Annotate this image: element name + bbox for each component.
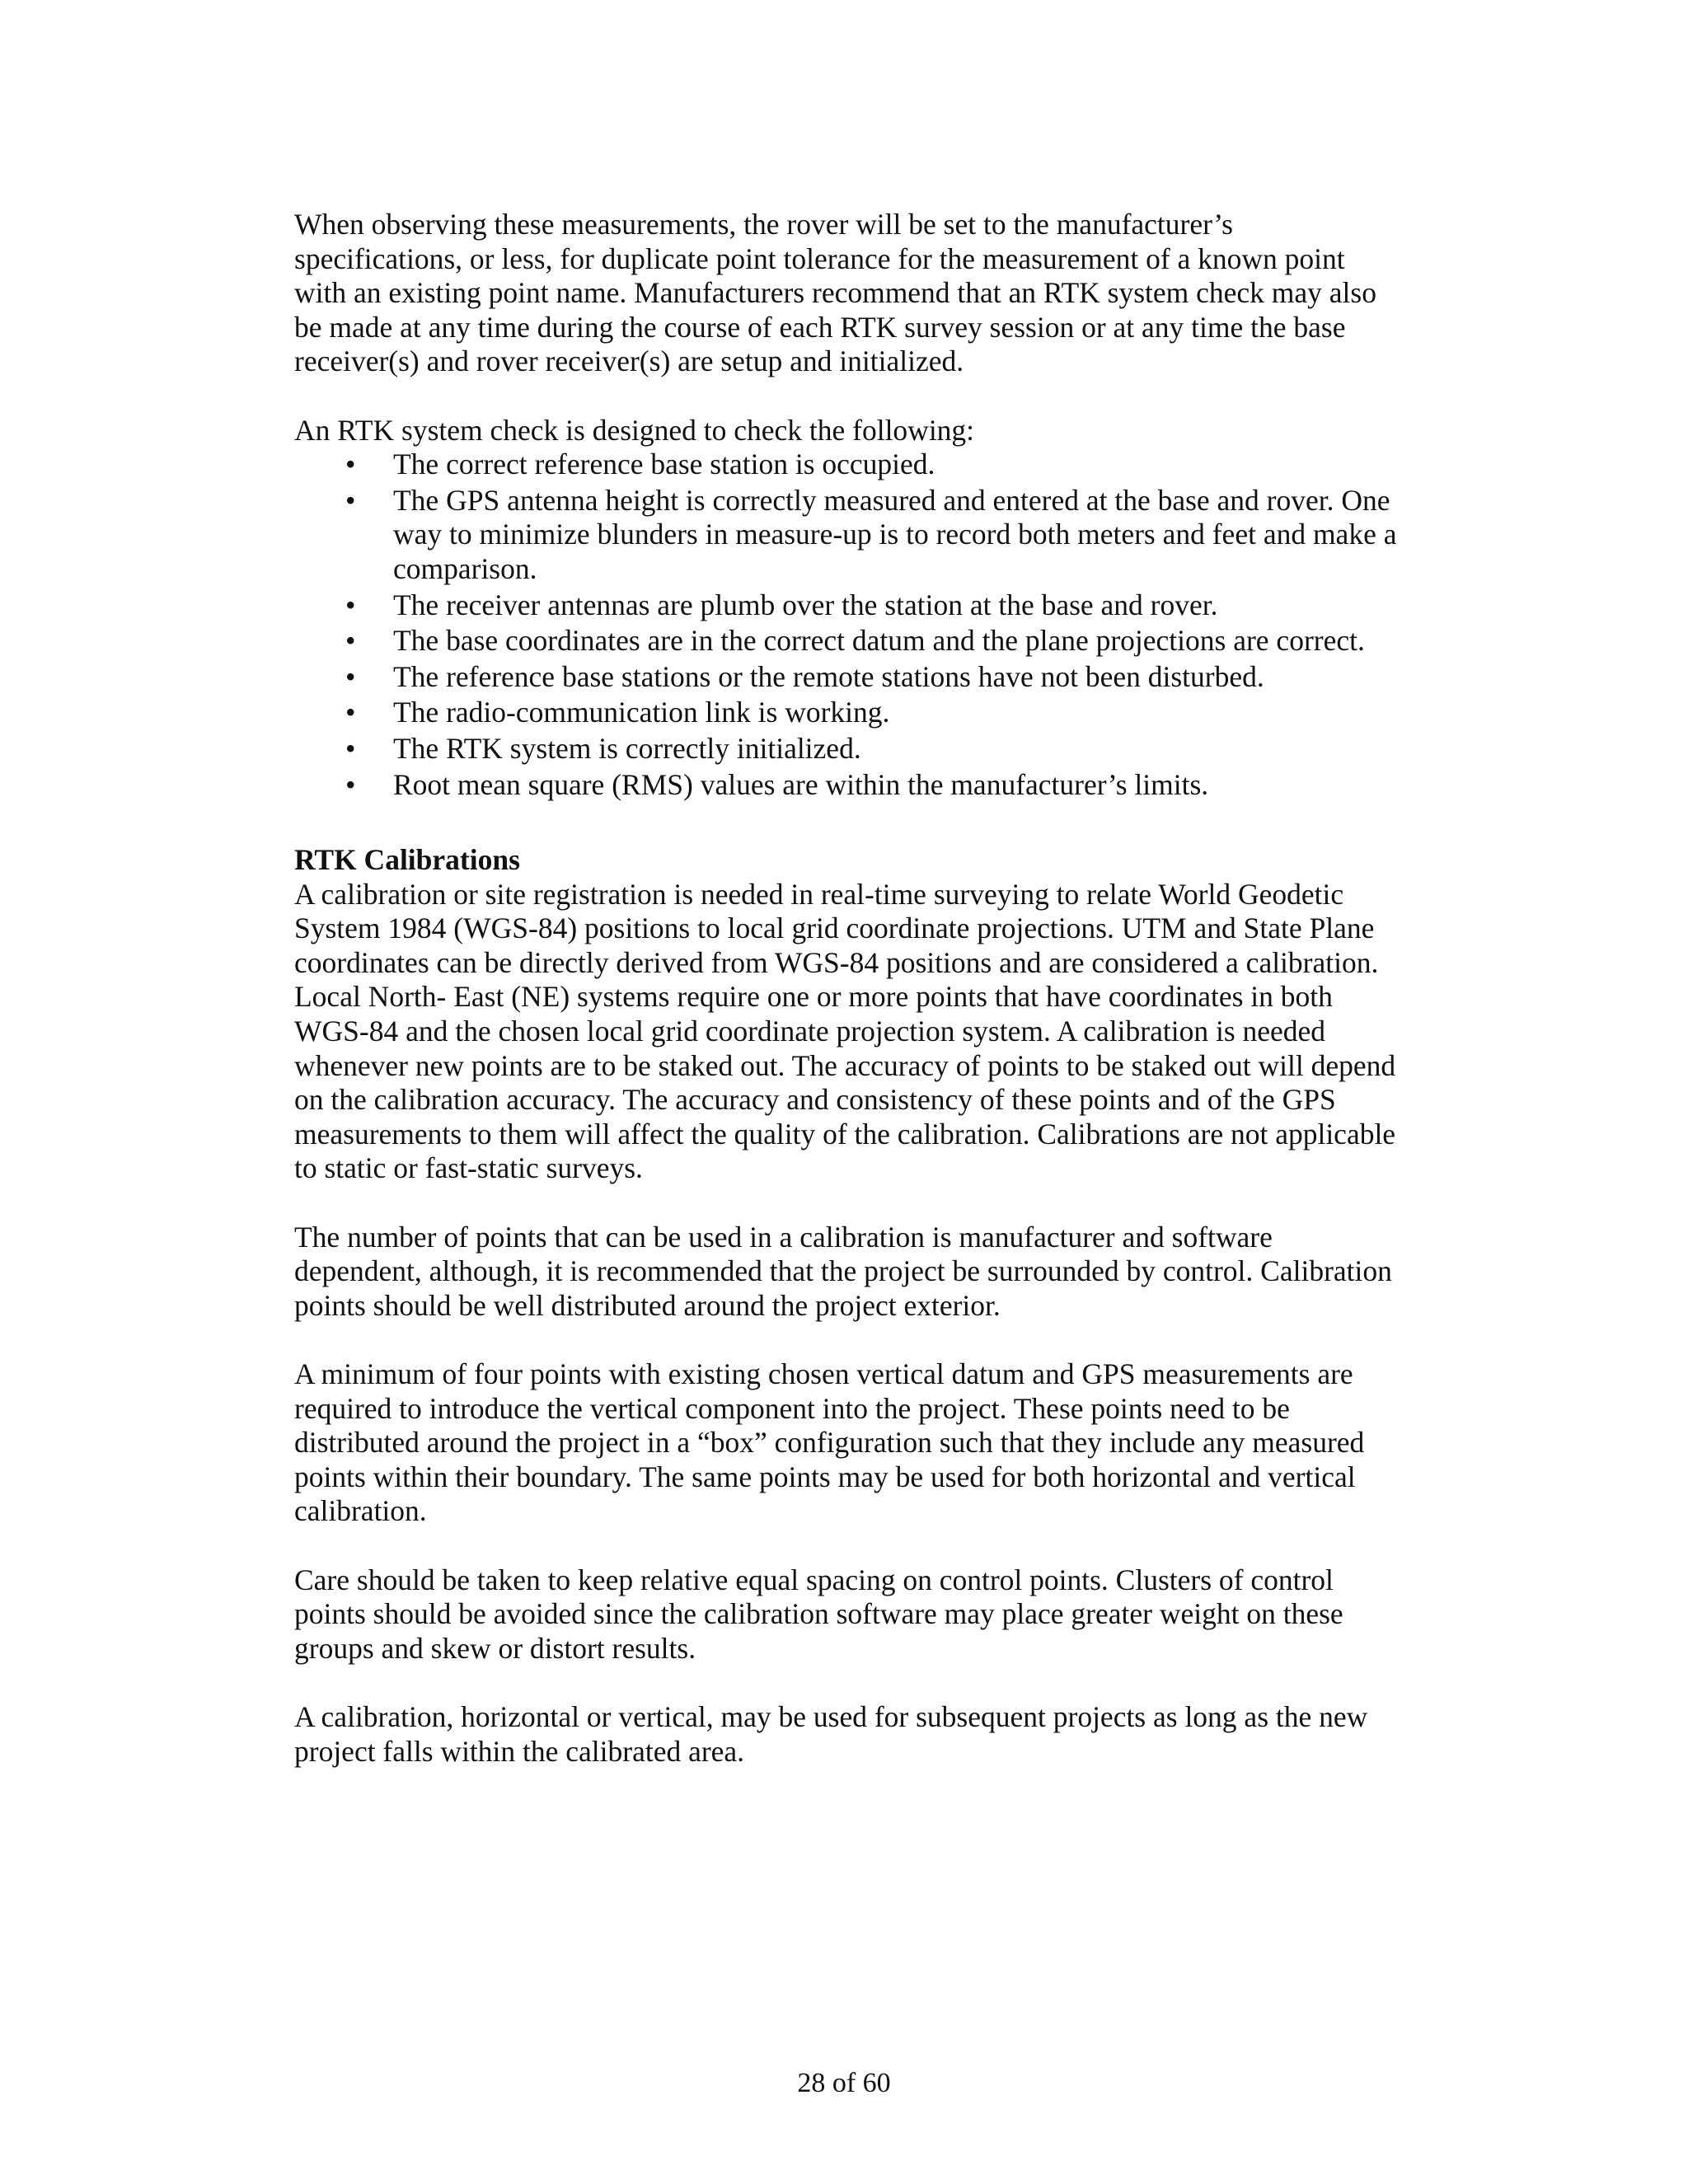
list-item-text: The receiver antennas are plumb over the station at the base and rover. [393, 588, 1218, 621]
paragraph-calibration-points: The number of points that can be used in a calibration is manufacturer and software dependent, although, it is recommended that the project be surrounded by control. Calibration points should be well distributed around the project exterior. [294, 1220, 1392, 1322]
bullet-icon: • [345, 731, 356, 765]
list-item-text: The correct reference base station is occupied. [393, 448, 935, 481]
paragraph-rover-settings: When observing these measurements, the rover will be set to the manufacturer’s specifications, or less, for duplicate point tolerance for the measurement of a known point with an existing point name. Manufacturers recommend that an RTK system check may also be made at any time during the course of each RTK survey session or at any time the base receiver(s) and rover receiver(s) are setup and initialized. [294, 208, 1376, 378]
paragraph-spacer [294, 1529, 1399, 1563]
bullet-icon: • [345, 588, 356, 621]
list-item [294, 588, 1399, 623]
list-item-text: Root mean square (RMS) values are within the manufacturer’s limits. [393, 767, 1209, 801]
bullet-icon: • [345, 696, 356, 729]
list-item [294, 660, 1399, 695]
paragraph-spacer [294, 1186, 1399, 1221]
list-item [294, 768, 1399, 803]
paragraph-subsequent-projects: A calibration, horizontal or vertical, may be used for subsequent projects as long as the new project falls within the calibrated area. [294, 1699, 1368, 1768]
list-item [294, 484, 1399, 587]
list-item [294, 448, 1399, 482]
checklist-intro: An RTK system check is designed to check the following: [294, 413, 975, 447]
bullet-icon: • [345, 767, 356, 801]
list-item [294, 624, 1399, 658]
page-number: 28 of 60 [797, 2068, 891, 2098]
paragraph-spacer [294, 1323, 1399, 1357]
paragraph-vertical-component: A minimum of four points with existing chosen vertical datum and GPS measurements are required to introduce the vertical component into the project. These points need to be distributed around the project in a “box” configuration such that they include any measured points within their boundary. The same points may be used for both horizontal and vertical calibration. [294, 1357, 1365, 1528]
document-body [294, 208, 1399, 1769]
section-spacer [294, 804, 1399, 843]
bullet-icon: • [345, 483, 356, 517]
paragraph-calibration-intro: A calibration or site registration is needed in real-time surveying to relate World Geodetic System 1984 (WGS-84) positions to local grid coordinate projections. UTM and State Plane coordinates can be directly derived from WGS-84 positions and are considered a calibration. Local North- East (NE) systems require one or more points that have coordinates in both WGS-84 and the chosen local grid coordinate projection system. A calibration is needed whenever new points are to be staked out. The accuracy of points to be staked out will depend on the calibration accuracy. The accuracy and consistency of these points and of the GPS measurements to them will affect the quality of the calibration. Calibrations are not applicable to static or fast-static surveys. [294, 877, 1396, 1185]
list-item-text: The RTK system is correctly initialized. [393, 731, 861, 765]
list-item [294, 696, 1399, 730]
paragraph-spacer [294, 1666, 1399, 1700]
paragraph-control-spacing: Care should be taken to keep relative equal spacing on control points. Clusters of control points should be avoided since the calibration software may place greater weight on these groups and skew or distort results. [294, 1563, 1343, 1665]
bullet-icon: • [345, 659, 356, 693]
list-item-text: The reference base stations or the remote stations have not been disturbed. [393, 659, 1264, 693]
bullet-icon: • [345, 624, 356, 658]
list-item-text: The GPS antenna height is correctly measured and entered at the base and rover. One way to minimize blunders in measure-up is to record both meters and feet and make a comparison. [393, 483, 1397, 585]
paragraph-spacer [294, 379, 1399, 414]
list-item [294, 732, 1399, 766]
list-item-text: The radio-communication link is working. [393, 696, 890, 729]
rtk-check-list [294, 448, 1399, 802]
bullet-icon: • [345, 448, 356, 481]
section-heading: RTK Calibrations [294, 843, 520, 877]
list-item-text: The base coordinates are in the correct datum and the plane projections are correct. [393, 624, 1365, 658]
